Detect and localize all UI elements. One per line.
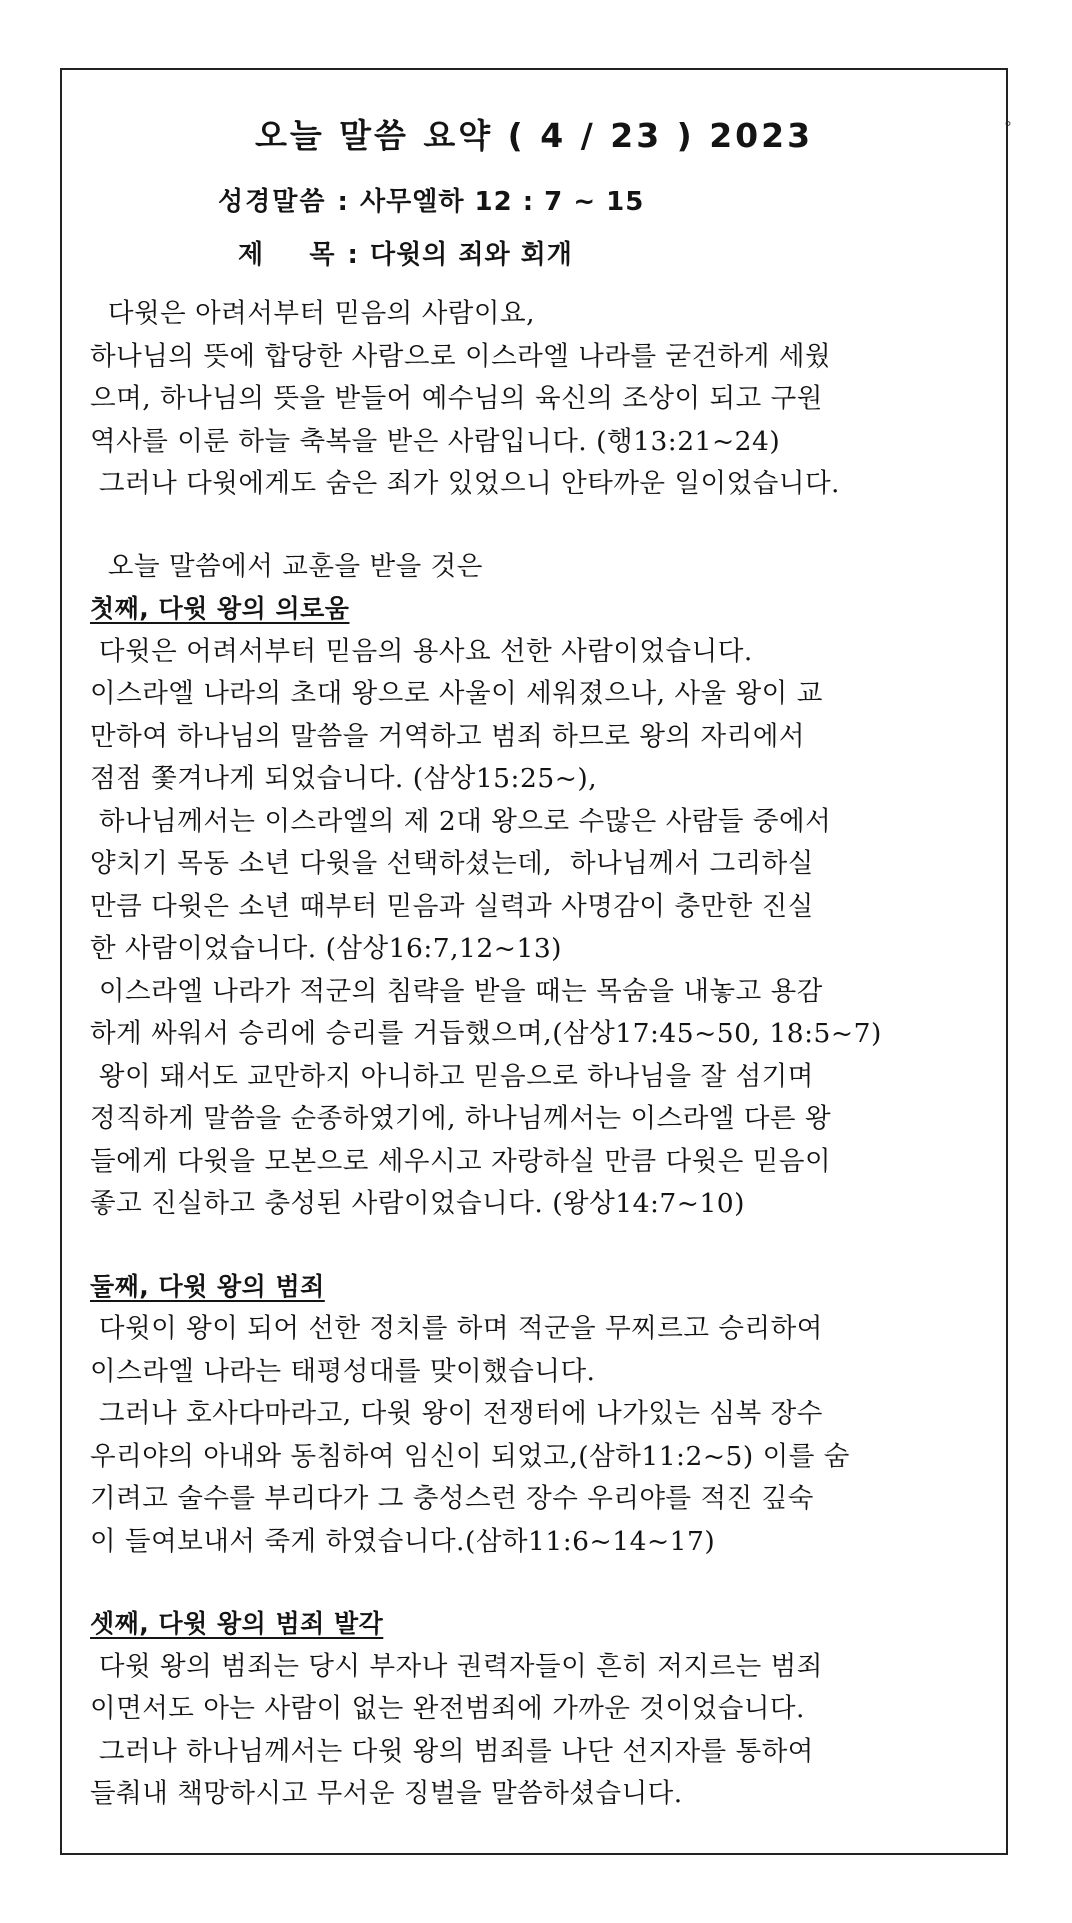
scripture-label: 성경말씀 : (218, 187, 350, 217)
section-line: 좋고 진실하고 충성된 사람이었습니다. (왕상14:7~10) (90, 1188, 746, 1219)
stray-mark: ° (1004, 118, 1012, 137)
section-line: 만큼 다윗은 소년 때부터 믿음과 실력과 사명감이 충만한 진실 (90, 890, 814, 922)
spacer (90, 506, 978, 546)
section-line: 하나님께서는 이스라엘의 제 2대 왕으로 수많은 사람들 중에서 (90, 805, 832, 837)
section-line: 다윗 왕의 범죄는 당시 부자나 권력자들이 흔히 저지르는 범죄 (90, 1650, 823, 1682)
intro-line: 하나님의 뜻에 합당한 사람으로 이스라엘 나라를 굳건하게 세웠 (90, 340, 832, 372)
section-line: 왕이 돼서도 교만하지 아니하고 믿음으로 하나님을 잘 섬기며 (90, 1060, 814, 1092)
section-line: 우리야의 아내와 동침하여 임신이 되었고,(삼하11:2~5) 이를 숨 (90, 1440, 850, 1472)
section-line: 하게 싸워서 승리에 승리를 거듭했으며,(삼상17:45~50, 18:5~7) (90, 1018, 882, 1049)
section-line: 이 들여보내서 죽게 하였습니다.(삼하11:6~14~17) (90, 1525, 716, 1557)
section-line: 이스라엘 나라가 적군의 침략을 받을 때는 목숨을 내놓고 용감 (90, 975, 823, 1007)
section-heading-third: 셋째, 다윗 왕의 범죄 발각 (90, 1609, 384, 1638)
subject-value: 다윗의 죄와 회개 (369, 240, 573, 270)
section-line: 다윗은 어려서부터 믿음의 용사요 선한 사람이었습니다. (90, 635, 753, 667)
intro-line: 으며, 하나님의 뜻을 받들어 예수님의 육신의 조상이 되고 구원 (90, 383, 823, 414)
section-line: 그러나 하나님께서는 다윗 왕의 범죄를 나단 선지자를 통하여 (90, 1735, 814, 1767)
lesson-intro: 오늘 말씀에서 교훈을 받을 것은 (90, 550, 483, 582)
scripture-value: 사무엘하 12 : 7 ~ 15 (359, 187, 645, 217)
subject-line (238, 234, 978, 271)
section-line: 점점 쫓겨나게 되었습니다. (삼상15:25~), (90, 763, 598, 794)
section-line: 그러나 호사다마라고, 다윗 왕이 전쟁터에 나가있는 심복 장수 (90, 1398, 823, 1429)
section-line: 한 사람이었습니다. (삼상16:7,12~13) (90, 933, 563, 964)
section-heading-second: 둘째, 다윗 왕의 범죄 (90, 1271, 325, 1301)
subject-label: 제 목 : (238, 240, 360, 270)
section-heading-first: 첫째, 다윗 왕의 의로움 (90, 594, 350, 623)
section-line: 들에게 다윗을 모본으로 세우시고 자랑하실 만큼 다윗은 믿음이 (90, 1145, 832, 1177)
document-frame (60, 68, 1008, 1855)
spacer (90, 1563, 978, 1603)
scripture-line (218, 181, 978, 218)
document-body (90, 293, 978, 1816)
spacer (90, 1226, 978, 1266)
intro-line: 그러나 다윗에게도 숨은 죄가 있었으니 안타까운 일이었습니다. (90, 468, 840, 499)
section-line: 이스라엘 나라의 초대 왕으로 사울이 세워졌으나, 사울 왕이 교 (90, 678, 823, 709)
section-line: 이스라엘 나라는 태평성대를 맞이했습니다. (90, 1355, 596, 1387)
section-line: 들춰내 책망하시고 무서운 징벌을 말씀하셨습니다. (90, 1778, 683, 1809)
section-line: 양치기 목동 소년 다윗을 선택하셨는데, 하나님께서 그리하실 (90, 848, 814, 879)
section-line: 만하여 하나님의 말씀을 거역하고 범죄 하므로 왕의 자리에서 (90, 720, 805, 752)
section-line: 기려고 술수를 부리다가 그 충성스런 장수 우리야를 적진 깊숙 (90, 1483, 814, 1514)
page-title: 오늘 말씀 요약 ( 4 / 23 ) 2023 (254, 116, 814, 155)
intro-line: 역사를 이룬 하늘 축복을 받은 사람입니다. (행13:21~24) (90, 425, 781, 457)
section-line: 정직하게 말씀을 순종하였기에, 하나님께서는 이스라엘 다른 왕 (90, 1103, 832, 1134)
intro-line: 다윗은 아려서부터 믿음의 사람이요, (90, 298, 536, 329)
section-line: 이면서도 아는 사람이 없는 완전범죄에 가까운 것이었습니다. (90, 1693, 805, 1724)
section-line: 다윗이 왕이 되어 선한 정치를 하며 적군을 무찌르고 승리하여 (90, 1313, 823, 1344)
